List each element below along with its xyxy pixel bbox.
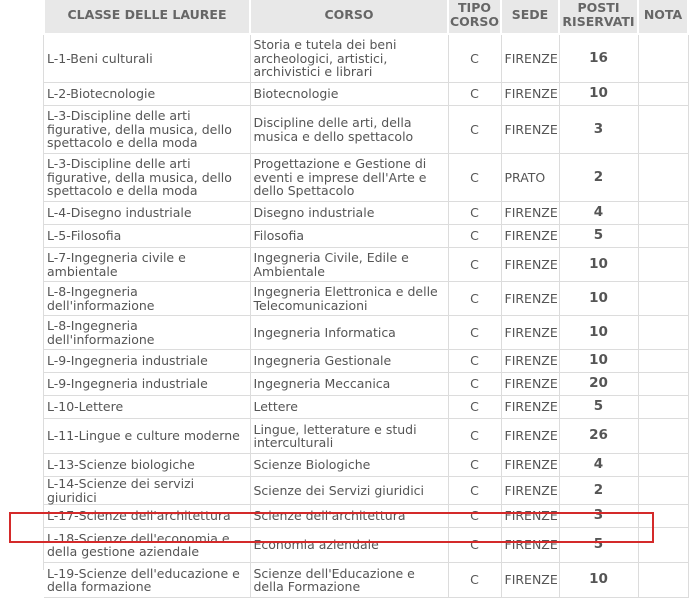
- cell-tipo-corso: C: [448, 225, 501, 248]
- cell-nota: [638, 316, 688, 350]
- cell-nota: [638, 350, 688, 373]
- cell-tipo-corso: C: [448, 505, 501, 528]
- cell-classe: L-7-Ingegneria civile e ambientale: [44, 248, 250, 282]
- cell-classe: L-5-Filosofia: [44, 225, 250, 248]
- cell-classe: L-8-Ingegneria dell'informazione: [44, 316, 250, 350]
- table-body: [44, 34, 688, 598]
- cell-posti-riservati: 10: [559, 563, 638, 598]
- cell-sede: FIRENZE: [501, 528, 559, 563]
- header-classe: CLASSE DELLE LAUREE: [44, 0, 250, 34]
- cell-corso: Ingegneria Gestionale: [250, 350, 448, 373]
- cell-corso: Lettere: [250, 396, 448, 419]
- cell-sede: FIRENZE: [501, 563, 559, 598]
- header-nota: NOTA: [638, 0, 688, 34]
- cell-tipo-corso: C: [448, 477, 501, 505]
- cell-nota: [638, 106, 688, 154]
- table-row: [44, 106, 688, 154]
- cell-corso: Ingegneria Civile, Edile e Ambientale: [250, 248, 448, 282]
- cell-nota: [638, 396, 688, 419]
- cell-sede: FIRENZE: [501, 350, 559, 373]
- cell-sede: PRATO: [501, 154, 559, 202]
- cell-classe: L-11-Lingue e culture moderne: [44, 419, 250, 454]
- cell-posti-riservati: 10: [559, 282, 638, 316]
- cell-corso: Scienze dell'Educazione e della Formazione: [250, 563, 448, 598]
- cell-corso: Progettazione e Gestione di eventi e imprese dell'Arte e dello Spettacolo: [250, 154, 448, 202]
- table-row: [44, 505, 688, 528]
- table-row: [44, 477, 688, 505]
- table-row: [44, 154, 688, 202]
- cell-nota: [638, 419, 688, 454]
- cell-posti-riservati: 4: [559, 202, 638, 225]
- cell-nota: [638, 202, 688, 225]
- cell-posti-riservati: 3: [559, 505, 638, 528]
- cell-classe: L-8-Ingegneria dell'informazione: [44, 282, 250, 316]
- cell-posti-riservati: 2: [559, 154, 638, 202]
- cell-classe: L-13-Scienze biologiche: [44, 454, 250, 477]
- cell-nota: [638, 248, 688, 282]
- cell-corso: Ingegneria Informatica: [250, 316, 448, 350]
- cell-nota: [638, 477, 688, 505]
- cell-nota: [638, 373, 688, 396]
- cell-corso: Discipline delle arti, della musica e dello spettacolo: [250, 106, 448, 154]
- cell-tipo-corso: C: [448, 350, 501, 373]
- cell-posti-riservati: 3: [559, 106, 638, 154]
- cell-sede: FIRENZE: [501, 373, 559, 396]
- cell-tipo-corso: C: [448, 202, 501, 225]
- header-sede: SEDE: [501, 0, 559, 34]
- cell-posti-riservati: 5: [559, 225, 638, 248]
- table-row: [44, 282, 688, 316]
- cell-posti-riservati: 10: [559, 350, 638, 373]
- cell-sede: FIRENZE: [501, 248, 559, 282]
- cell-tipo-corso: C: [448, 396, 501, 419]
- cell-tipo-corso: C: [448, 563, 501, 598]
- cell-classe: L-2-Biotecnologie: [44, 83, 250, 106]
- cell-tipo-corso: C: [448, 248, 501, 282]
- header-tipo-corso: TIPO CORSO: [448, 0, 501, 34]
- cell-corso: Ingegneria Elettronica e delle Telecomunicazioni: [250, 282, 448, 316]
- cell-sede: FIRENZE: [501, 83, 559, 106]
- table-row: [44, 396, 688, 419]
- cell-posti-riservati: 16: [559, 34, 638, 83]
- cell-sede: FIRENZE: [501, 419, 559, 454]
- cell-corso: Ingegneria Meccanica: [250, 373, 448, 396]
- table-row: [44, 248, 688, 282]
- table-header-row: [44, 0, 688, 34]
- table-row: [44, 34, 688, 83]
- cell-nota: [638, 454, 688, 477]
- cell-classe: L-10-Lettere: [44, 396, 250, 419]
- cell-tipo-corso: C: [448, 83, 501, 106]
- cell-classe: L-19-Scienze dell'educazione e della formazione: [44, 563, 250, 598]
- cell-sede: FIRENZE: [501, 454, 559, 477]
- cell-nota: [638, 83, 688, 106]
- header-corso: CORSO: [250, 0, 448, 34]
- cell-nota: [638, 225, 688, 248]
- cell-corso: Biotecnologie: [250, 83, 448, 106]
- cell-corso: Economia aziendale: [250, 528, 448, 563]
- posti-riservati-table: [43, 0, 689, 598]
- cell-posti-riservati: 10: [559, 248, 638, 282]
- cell-corso: Scienze dei Servizi giuridici: [250, 477, 448, 505]
- cell-tipo-corso: C: [448, 106, 501, 154]
- cell-classe: L-9-Ingegneria industriale: [44, 373, 250, 396]
- cell-corso: Scienze Biologiche: [250, 454, 448, 477]
- cell-sede: FIRENZE: [501, 34, 559, 83]
- cell-classe: L-1-Beni culturali: [44, 34, 250, 83]
- table-row: [44, 350, 688, 373]
- table-row: [44, 454, 688, 477]
- cell-nota: [638, 154, 688, 202]
- cell-classe: L-3-Discipline delle arti figurative, della musica, dello spettacolo e della moda: [44, 106, 250, 154]
- cell-classe: L-3-Discipline delle arti figurative, della musica, dello spettacolo e della moda: [44, 154, 250, 202]
- cell-corso: Lingue, letterature e studi interculturali: [250, 419, 448, 454]
- cell-nota: [638, 282, 688, 316]
- table-row: [44, 373, 688, 396]
- cell-tipo-corso: C: [448, 419, 501, 454]
- cell-sede: FIRENZE: [501, 282, 559, 316]
- cell-sede: FIRENZE: [501, 225, 559, 248]
- cell-classe: L-14-Scienze dei servizi giuridici: [44, 477, 250, 505]
- cell-sede: FIRENZE: [501, 396, 559, 419]
- cell-posti-riservati: 5: [559, 528, 638, 563]
- cell-tipo-corso: C: [448, 373, 501, 396]
- cell-classe: L-17-Scienze dell'architettura: [44, 505, 250, 528]
- cell-corso: Storia e tutela dei beni archeologici, artistici, archivistici e librari: [250, 34, 448, 83]
- cell-tipo-corso: C: [448, 154, 501, 202]
- cell-classe: L-18-Scienze dell'economia e della gestione aziendale: [44, 528, 250, 563]
- table-row: [44, 528, 688, 563]
- cell-nota: [638, 34, 688, 83]
- cell-nota: [638, 528, 688, 563]
- cell-posti-riservati: 10: [559, 83, 638, 106]
- table-row: [44, 83, 688, 106]
- table-row: [44, 419, 688, 454]
- cell-posti-riservati: 20: [559, 373, 638, 396]
- cell-sede: FIRENZE: [501, 505, 559, 528]
- cell-tipo-corso: C: [448, 282, 501, 316]
- cell-tipo-corso: C: [448, 454, 501, 477]
- table-row: [44, 225, 688, 248]
- cell-posti-riservati: 10: [559, 316, 638, 350]
- table-row: [44, 563, 688, 598]
- table-row: [44, 202, 688, 225]
- cell-posti-riservati: 2: [559, 477, 638, 505]
- table-row: [44, 316, 688, 350]
- cell-tipo-corso: C: [448, 34, 501, 83]
- header-posti-riservati: POSTI RISERVATI: [559, 0, 638, 34]
- cell-classe: L-4-Disegno industriale: [44, 202, 250, 225]
- cell-sede: FIRENZE: [501, 106, 559, 154]
- cell-nota: [638, 505, 688, 528]
- cell-sede: FIRENZE: [501, 316, 559, 350]
- cell-sede: FIRENZE: [501, 477, 559, 505]
- cell-posti-riservati: 4: [559, 454, 638, 477]
- cell-posti-riservati: 5: [559, 396, 638, 419]
- cell-tipo-corso: C: [448, 528, 501, 563]
- cell-corso: Filosofia: [250, 225, 448, 248]
- cell-classe: L-9-Ingegneria industriale: [44, 350, 250, 373]
- cell-nota: [638, 563, 688, 598]
- cell-posti-riservati: 26: [559, 419, 638, 454]
- cell-corso: Scienze dell'architettura: [250, 505, 448, 528]
- cell-tipo-corso: C: [448, 316, 501, 350]
- cell-sede: FIRENZE: [501, 202, 559, 225]
- cell-corso: Disegno industriale: [250, 202, 448, 225]
